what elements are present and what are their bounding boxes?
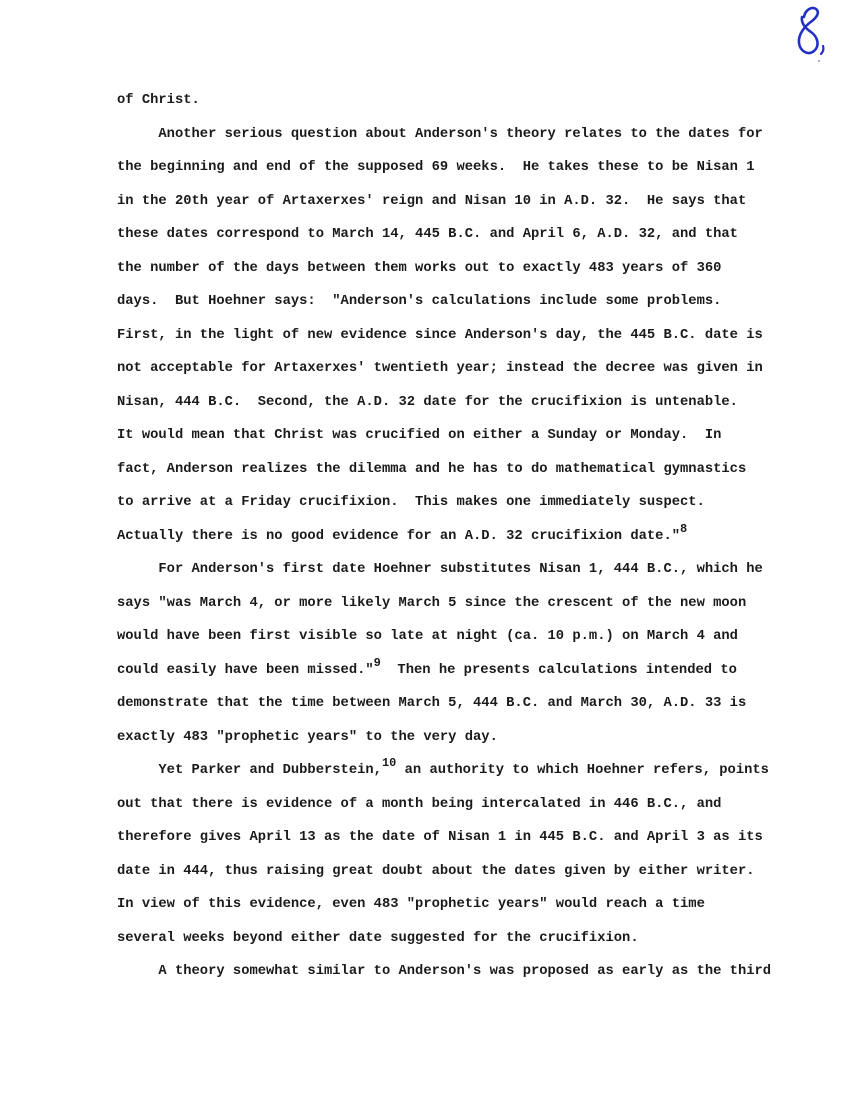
text-line: [117, 553, 797, 587]
text-segment: exactly 483 "prophetic years" to the very day.: [117, 729, 498, 745]
text-line: [117, 620, 797, 654]
text-segment: says "was March 4, or more likely March 5 since the crescent of the new moon: [117, 595, 747, 611]
text-line: [117, 453, 797, 487]
text-line: [117, 151, 797, 185]
text-segment: It would mean that Christ was crucified on either a Sunday or Monday. In: [117, 428, 722, 443]
text-segment: A theory somewhat similar to Anderson's was proposed as early as the third: [117, 964, 772, 979]
text-line: [117, 185, 797, 219]
text-segment: in the 20th year of Artaxerxes' reign and Nisan 10 in A.D. 32. He says that: [117, 193, 747, 209]
text-line: [117, 252, 797, 286]
footnote-reference: 9: [373, 655, 381, 670]
text-segment: therefore gives April 13 as the date of Nisan 1 in 445 B.C. and April 3 as its: [117, 830, 763, 845]
text-segment: fact, Anderson realizes the dilemma and he has to do mathematical gymnastics: [117, 461, 747, 477]
typewritten-text: [117, 84, 797, 989]
text-segment: of Christ.: [117, 93, 200, 108]
text-segment: out that there is evidence of a month being intercalated in 446 B.C., and: [117, 796, 722, 812]
text-segment: Actually there is no good evidence for an A.D. 32 crucifixion date.": [117, 528, 681, 544]
text-segment: an authority to which Hoehner refers, points: [396, 763, 769, 778]
text-line: [117, 419, 797, 453]
text-line: [117, 285, 797, 319]
text-segment: the number of the days between them works out to exactly 483 years of 360: [117, 260, 722, 276]
text-segment: these dates correspond to March 14, 445 B.C. and April 6, A.D. 32, and that: [117, 227, 738, 242]
text-segment: In view of this evidence, even 483 "prophetic years" would reach a time: [117, 897, 705, 912]
text-line: [117, 788, 797, 822]
footnote-reference: 8: [680, 521, 688, 536]
text-segment: First, in the light of new evidence since Anderson's day, the 445 B.C. date is: [117, 327, 763, 343]
text-segment: days. But Hoehner says: "Anderson's calculations include some problems.: [117, 294, 722, 309]
text-segment: Then he presents calculations intended to: [380, 662, 737, 678]
text-line: [117, 84, 797, 118]
text-line: [117, 218, 797, 252]
text-line: [117, 486, 797, 520]
text-line: [117, 520, 797, 554]
text-line: [117, 687, 797, 721]
text-line: [117, 587, 797, 621]
text-segment: date in 444, thus raising great doubt about the dates given by either writer.: [117, 863, 755, 879]
text-segment: the beginning and end of the supposed 69 weeks. He takes these to be Nisan 1: [117, 160, 755, 175]
text-segment: For Anderson's first date Hoehner substitutes Nisan 1, 444 B.C., which he: [117, 562, 763, 577]
text-line: [117, 888, 797, 922]
text-segment: Another serious question about Anderson's theory relates to the dates for: [117, 126, 763, 142]
handwritten-page-number: [790, 4, 834, 66]
text-line: [117, 118, 797, 152]
text-line: [117, 821, 797, 855]
text-line: [117, 754, 797, 788]
text-segment: demonstrate that the time between March 5, 444 B.C. and March 30, A.D. 33 is: [117, 696, 747, 711]
text-segment: Nisan, 444 B.C. Second, the A.D. 32 date for the crucifixion is untenable.: [117, 394, 738, 410]
text-segment: would have been first visible so late at night (ca. 10 p.m.) on March 4 and: [117, 629, 738, 644]
footnote-reference: 10: [381, 756, 397, 770]
text-line: [117, 352, 797, 386]
text-line: [117, 955, 797, 989]
text-line: [117, 386, 797, 420]
text-segment: several weeks beyond either date suggested for the crucifixion.: [117, 930, 639, 946]
text-segment: could easily have been missed.": [117, 662, 374, 678]
text-segment: Yet Parker and Dubberstein,: [117, 763, 382, 778]
text-line: [117, 855, 797, 889]
text-line: [117, 922, 797, 956]
text-segment: to arrive at a Friday crucifixion. This makes one immediately suspect.: [117, 495, 705, 510]
text-line: [117, 721, 797, 755]
text-line: [117, 654, 797, 688]
text-line: [117, 319, 797, 353]
text-segment: not acceptable for Artaxerxes' twentieth year; instead the decree was given in: [117, 361, 763, 376]
